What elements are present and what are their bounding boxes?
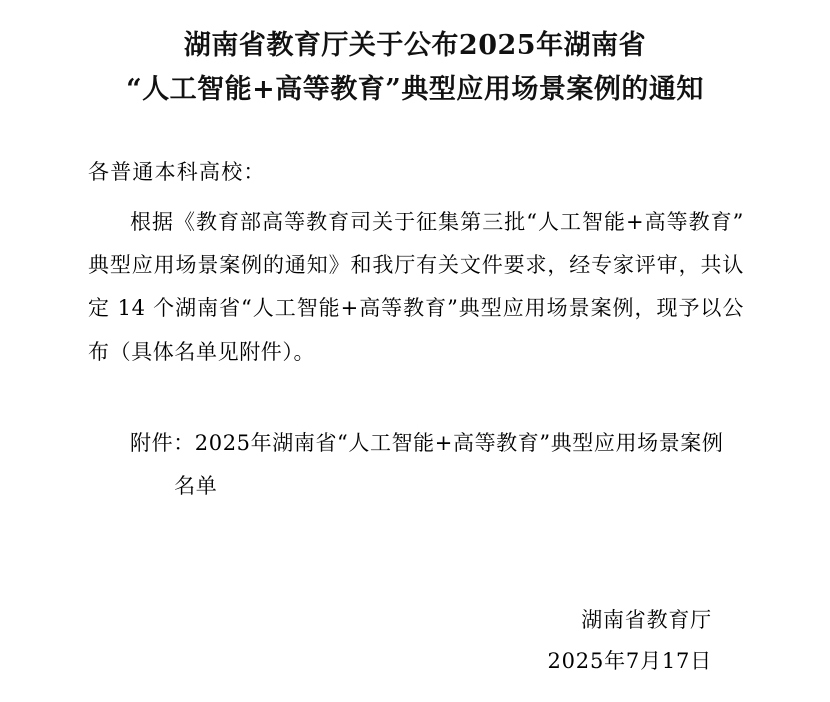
page-title [0,0,830,111]
document-body [0,153,830,373]
salutation: 各普通本科高校： [88,160,266,185]
page-title-line-2: “人工智能+高等教育”典型应用场景案例的通知 [126,73,704,105]
page-title-line-1: 湖南省教育厅关于公布2025年湖南省 [183,30,647,61]
attachment-section [0,422,830,508]
attachment-title-line-2: 名单 [174,473,218,498]
signature-date: 2025年7月17日 [547,649,712,674]
signature-issuer: 湖南省教育厅 [581,608,712,633]
body-paragraph-1: 根据《教育部高等教育司关于征集第三批“人工智能+高等教育”典型应用场景案例的通知》和我厅有关文件要求，经专家评审，共认定 14 个湖南省“人工智能+高等教育”典型应用场景案例，现予以公布（具体名单见附件）。 [88,210,744,364]
signature-block [0,600,830,682]
attachment-title-line-1: 附件：2025年湖南省“人工智能+高等教育”典型应用场景案例 [130,430,724,455]
